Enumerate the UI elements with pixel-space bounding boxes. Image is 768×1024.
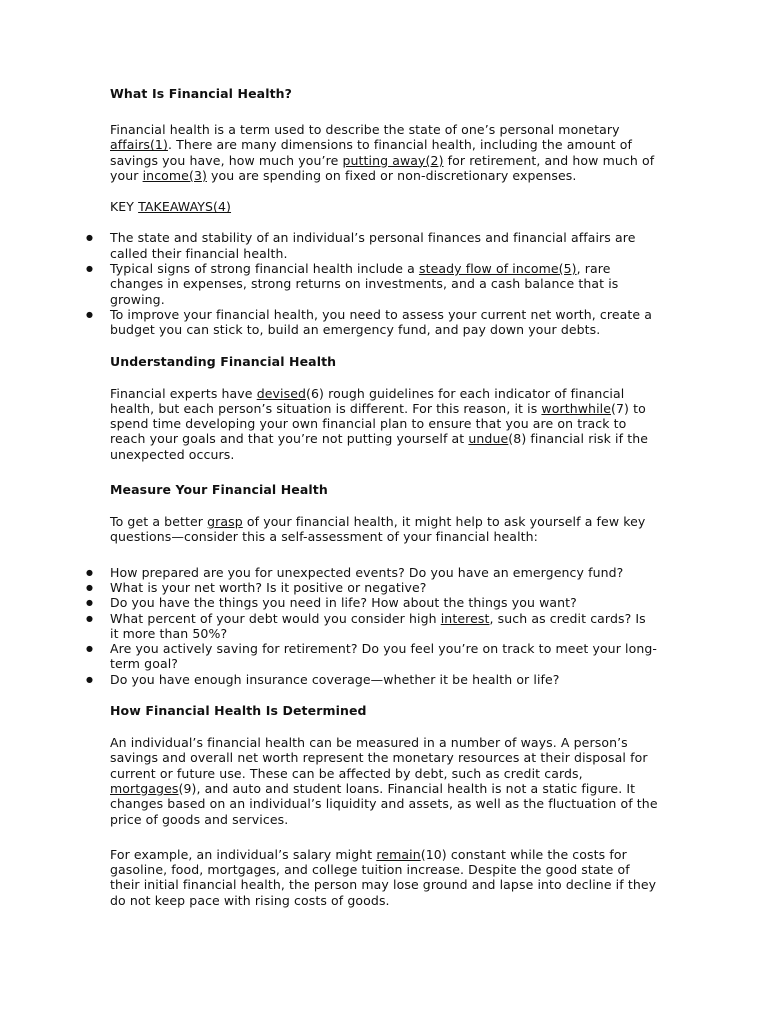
text-run: (9), and auto and student loans. Financial health is not a static figure. It changes based on an individual’s liquidity and assets, as well as the fluctuation of the price of goods and services. [110,780,658,827]
section-heading-determined: How Financial Health Is Determined [110,703,367,719]
link-steady-flow-of-income[interactable]: steady flow of income(5) [418,261,577,277]
section-heading-understanding: Understanding Financial Health [110,353,337,369]
determined-paragraph [110,735,658,827]
text-run: , such as credit cards? Is it more than 50%? [110,610,646,641]
text-run: for retirement, and how much of your [110,152,655,183]
link-worthwhile[interactable]: worthwhile [541,400,612,416]
link-mortgages[interactable]: mortgages [110,780,179,796]
list-item: ● Do you have enough insurance coverage—whether it be health or life? [110,672,658,687]
link-interest[interactable]: interest [440,610,490,626]
text-run: What percent of your debt would you consider high [110,610,441,626]
section-heading-what-is: What Is Financial Health? [110,86,292,101]
link-takeaways[interactable]: TAKEAWAYS(4) [138,199,232,215]
link-income[interactable]: income(3) [142,167,207,183]
text-run: (7) to spend time developing your own financial plan to ensure that you are on track to reach your goals and that you’re not putting yourself at [110,400,646,447]
text-run: (6) rough guidelines for each indicator of financial health, but each person’s situation is different. For this reason, it is [110,385,625,416]
link-undue[interactable]: undue [468,431,509,447]
list-item: ● Do you have the things you need in life? How about the things you want? [110,595,658,610]
key-takeaways-label [110,199,658,214]
list-item: ● What is your net worth? Is it positive or negative? [110,580,658,595]
list-item: ● Are you actively saving for retirement? Do you feel you’re on track to meet your long-term goal? [110,641,658,672]
text-run: . There are many dimensions to financial health, including the amount of savings you have, how much you’re [110,137,632,168]
section-heading-measure: Measure Your Financial Health [110,482,328,498]
text-run: (8) financial risk if the unexpected occurs. [110,431,649,462]
list-item: ● How prepared are you for unexpected events? Do you have an emergency fund? [110,565,658,580]
text-run: Financial experts have [110,385,257,401]
link-putting-away[interactable]: putting away(2) [342,152,444,168]
example-paragraph [110,847,658,908]
text-run: Financial health is a term used to describe the state of one’s personal monetary [110,122,620,137]
text-run: An individual’s financial health can be measured in a number of ways. A person’s savings and overall net worth represent the monetary resources at their disposal for current or future use. These can be affected by debt, such as credit cards, [110,735,648,781]
text-run: you are spending on fixed or non-discretionary expenses. [206,167,577,183]
link-grasp[interactable]: grasp [207,514,243,530]
text-run: (10) constant while the costs for gasoline, food, mortgages, and college tuition increase. Despite the good state of their initial financial health, the person may lose ground and lapse into decline if they do not keep pace with rising costs of goods. [110,846,657,908]
text-run: , rare changes in expenses, strong returns on investments, and a cash balance that is growing. [110,261,619,307]
text-run: KEY [110,199,139,215]
link-remain[interactable]: remain [376,846,421,862]
measure-paragraph [110,514,658,545]
link-affairs[interactable]: affairs(1) [110,137,168,153]
text-run: For example, an individual’s salary might [110,846,377,862]
text-run: Typical signs of strong financial health include a [110,261,419,277]
link-devised[interactable]: devised [256,385,307,401]
takeaways-list [110,230,658,337]
text-run: of your financial health, it might help to ask yourself a few key questions—consider this a self-assessment of your financial health: [110,514,646,545]
understanding-paragraph [110,386,658,462]
intro-paragraph [110,122,658,183]
list-item: ● To improve your financial health, you need to assess your current net worth, create a budget you can stick to, build an emergency fund, and pay down your debts. [110,307,658,338]
text-run: To get a better [110,514,208,530]
document-content [110,86,658,908]
list-item [110,611,658,642]
list-item [110,261,658,307]
list-item: ● The state and stability of an individual’s personal finances and financial affairs are called their financial health. [110,230,658,261]
questions-list [110,565,658,687]
